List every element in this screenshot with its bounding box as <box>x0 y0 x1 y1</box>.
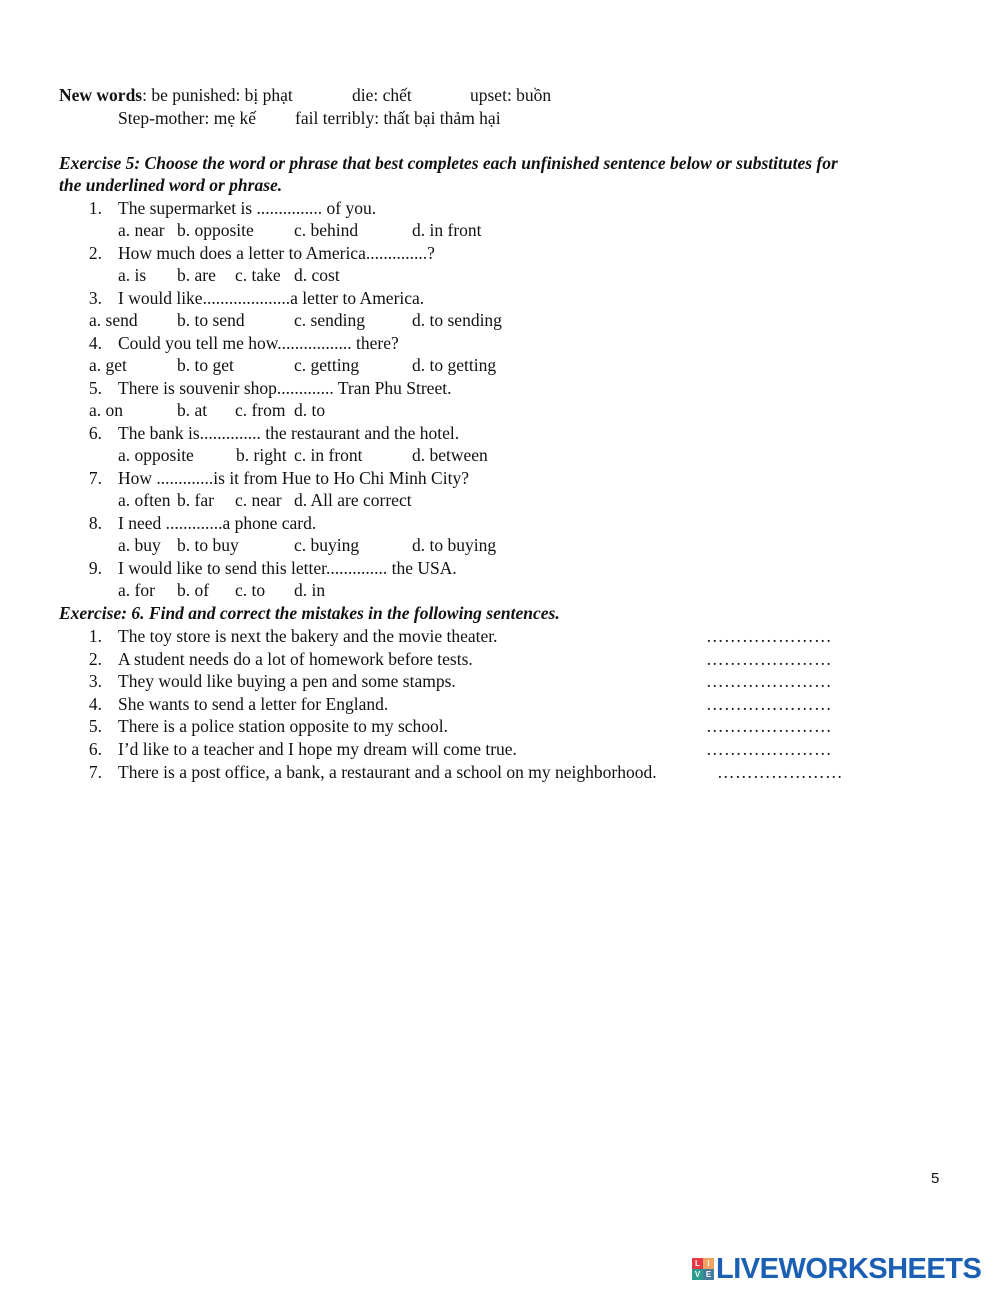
item-text: I’d like to a teacher and I hope my dream will come true. <box>118 739 517 759</box>
item-number: 4. <box>88 694 102 714</box>
answer-option: c. sending <box>294 310 365 330</box>
logo-icon-l: L <box>692 1258 703 1269</box>
answer-blank[interactable]: ………………… <box>706 739 832 759</box>
item-text: There is a post office, a bank, a restaurant and a school on my neighborhood. <box>118 762 657 782</box>
item-number: 6. <box>88 739 102 759</box>
answer-option: a. often <box>118 490 171 510</box>
item-number: 7. <box>88 762 102 782</box>
question-text: How .............is it from Hue to Ho Chi Minh City? <box>118 468 469 488</box>
item-number: 3. <box>88 671 102 691</box>
item-number: 1. <box>88 626 102 646</box>
question-text: The bank is.............. the restaurant and the hotel. <box>118 423 460 443</box>
new-word-upset: upset: buồn <box>470 85 552 105</box>
answer-option: b. of <box>177 580 210 600</box>
question-number: 7. <box>88 468 102 488</box>
answer-option: a. buy <box>118 535 161 555</box>
logo-text: LIVEWORKSHEETS <box>716 1252 982 1285</box>
new-word-die: die: chết <box>352 85 412 105</box>
answer-blank[interactable]: ………………… <box>717 762 843 782</box>
answer-option: d. in <box>294 580 326 600</box>
question-text: How much does a letter to America..............? <box>118 243 435 263</box>
question-text: I would like to send this letter.............. the USA. <box>118 558 457 578</box>
new-word-stepmother: Step-mother: mẹ kế <box>118 108 257 128</box>
answer-option: b. at <box>177 400 208 420</box>
answer-option: a. send <box>89 310 138 330</box>
question-text: I need .............a phone card. <box>118 513 317 533</box>
answer-option: c. buying <box>294 535 360 555</box>
question-text: Could you tell me how................. there? <box>118 333 399 353</box>
answer-option: b. to buy <box>177 535 239 555</box>
question-number: 1. <box>88 198 102 218</box>
question-text: There is souvenir shop............. Tran Phu Street. <box>118 378 452 398</box>
question-number: 2. <box>88 243 102 263</box>
answer-option: a. opposite <box>118 445 194 465</box>
answer-option: d. cost <box>294 265 340 285</box>
answer-option: a. on <box>89 400 124 420</box>
answer-option: a. near <box>118 220 165 240</box>
answer-option: b. to get <box>177 355 234 375</box>
new-words-line1 <box>59 84 293 106</box>
question-number: 3. <box>88 288 102 308</box>
answer-option: c. getting <box>294 355 360 375</box>
answer-option: d. between <box>412 445 488 465</box>
answer-option: b. right <box>236 445 287 465</box>
logo-icon <box>692 1258 714 1280</box>
new-word-fail: fail terribly: thất bại thảm hại <box>295 108 501 128</box>
question-text: The supermarket is ............... of you. <box>118 198 377 218</box>
item-number: 5. <box>88 716 102 736</box>
item-text: The toy store is next the bakery and the movie theater. <box>118 626 498 646</box>
exercise6-title: Exercise: 6. Find and correct the mistakes in the following sentences. <box>59 603 560 623</box>
item-text: They would like buying a pen and some stamps. <box>118 671 456 691</box>
question-number: 9. <box>88 558 102 578</box>
liveworksheets-logo <box>692 1254 981 1284</box>
answer-option: a. get <box>89 355 127 375</box>
answer-blank[interactable]: ………………… <box>706 716 832 736</box>
question-number: 6. <box>88 423 102 443</box>
logo-icon-i: I <box>703 1258 714 1269</box>
exercise5-title-line1: Exercise 5: Choose the word or phrase that best completes each unfinished sentence below or substitutes for <box>59 153 838 173</box>
logo-icon-e: E <box>703 1269 714 1280</box>
answer-option: a. is <box>118 265 147 285</box>
question-number: 5. <box>88 378 102 398</box>
new-words-label: New words <box>59 85 143 105</box>
answer-option: c. near <box>235 490 282 510</box>
item-text: There is a police station opposite to my school. <box>118 716 449 736</box>
answer-blank[interactable]: ………………… <box>706 626 832 646</box>
answer-option: c. take <box>235 265 281 285</box>
answer-option: c. in front <box>294 445 363 465</box>
answer-option: c. behind <box>294 220 359 240</box>
question-text: I would like....................a letter to America. <box>118 288 425 308</box>
answer-option: b. are <box>177 265 216 285</box>
answer-option: d. to buying <box>412 535 497 555</box>
answer-blank[interactable]: ………………… <box>706 671 832 691</box>
answer-option: b. far <box>177 490 214 510</box>
logo-icon-v: V <box>692 1269 703 1280</box>
answer-blank[interactable]: ………………… <box>706 649 832 669</box>
answer-blank[interactable]: ………………… <box>706 694 832 714</box>
new-word-punished: : be punished: bị phạt <box>142 85 293 105</box>
answer-option: d. All are correct <box>294 490 412 510</box>
page-number: 5 <box>931 1170 940 1187</box>
answer-option: d. in front <box>412 220 482 240</box>
answer-option: b. opposite <box>177 220 254 240</box>
answer-option: c. from <box>235 400 286 420</box>
item-number: 2. <box>88 649 102 669</box>
answer-option: d. to <box>294 400 326 420</box>
item-text: A student needs do a lot of homework before tests. <box>118 649 473 669</box>
question-number: 4. <box>88 333 102 353</box>
answer-option: a. for <box>118 580 155 600</box>
answer-option: d. to getting <box>412 355 497 375</box>
item-text: She wants to send a letter for England. <box>118 694 389 714</box>
exercise5-title-line2: the underlined word or phrase. <box>59 175 283 195</box>
question-number: 8. <box>88 513 102 533</box>
answer-option: c. to <box>235 580 266 600</box>
answer-option: d. to sending <box>412 310 502 330</box>
answer-option: b. to send <box>177 310 245 330</box>
